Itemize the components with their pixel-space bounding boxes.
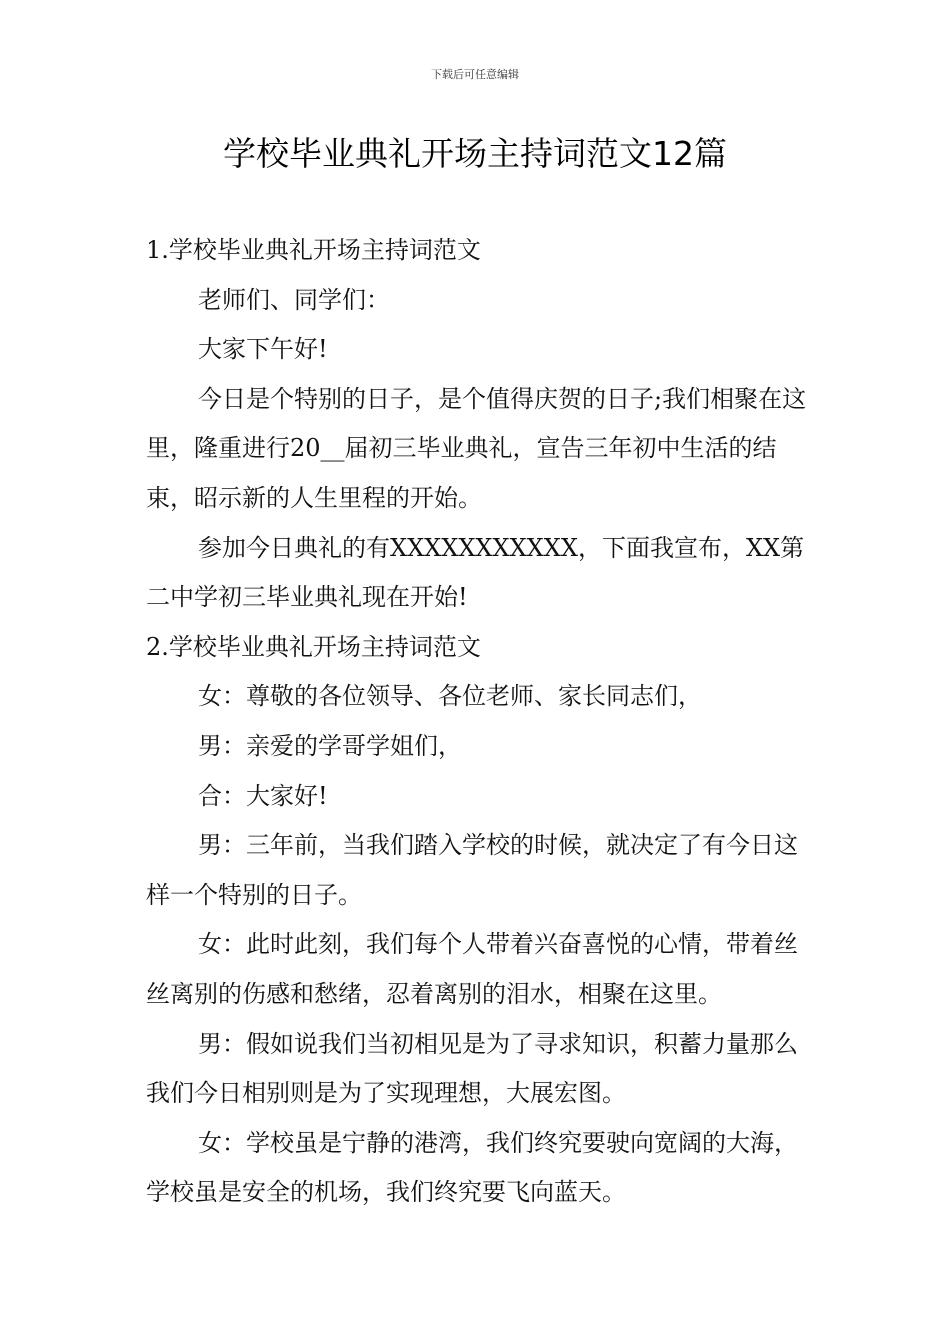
paragraph-intro: 今日是个特别的日子，是个值得庆贺的日子;我们相聚在这里，隆重进行20__届初三毕业典礼，宣告三年初中生活的结束，昭示新的人生里程的开始。 [146, 384, 807, 512]
paragraph-female-2: 女：此时此刻，我们每个人带着兴奋喜悦的心情，带着丝丝离别的伤感和愁绪，忍着离别的泪水，相聚在这里。 [146, 930, 798, 1008]
paragraph-hello: 大家下午好! [198, 335, 328, 364]
paragraph-male-2: 男：三年前，当我们踏入学校的时候，就决定了有今日这样一个特别的日子。 [146, 831, 798, 909]
paragraph-greeting: 老师们、同学们： [198, 285, 390, 314]
paragraph-female-1: 女：尊敬的各位领导、各位老师、家长同志们， [198, 682, 702, 711]
section-heading-2: 2.学校毕业典礼开场主持词范文 [146, 632, 481, 661]
document-body [146, 226, 808, 1218]
section-heading-1: 1.学校毕业典礼开场主持词范文 [146, 236, 481, 264]
paragraph-male-3: 男：假如说我们当初相见是为了寻求知识，积蓄力量那么我们今日相别则是为了实现理想，大展宏图。 [146, 1029, 798, 1108]
paragraph-female-3: 女：学校虽是宁静的港湾，我们终究要驶向宽阔的大海，学校虽是安全的机场，我们终究要飞向蓝天。 [146, 1128, 798, 1207]
paragraph-together: 合：大家好! [198, 781, 328, 810]
header-note: 下载后可任意编辑 [431, 68, 519, 81]
paragraph-male-1: 男：亲爱的学哥学姐们， [198, 731, 462, 760]
paragraph-announcement: 参加今日典礼的有XXXXXXXXXXX，下面我宣布，XX第二中学初三毕业典礼现在开始! [146, 533, 805, 612]
document-title: 学校毕业典礼开场主持词范文12篇 [223, 134, 727, 173]
